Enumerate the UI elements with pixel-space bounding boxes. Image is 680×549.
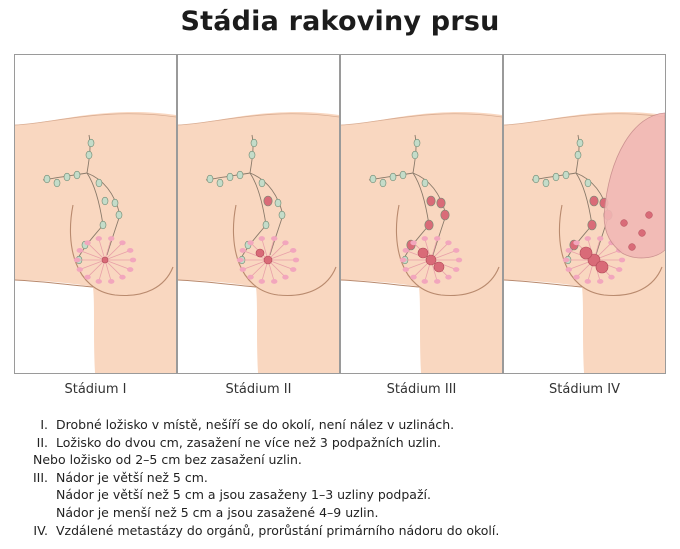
lobule — [400, 258, 406, 263]
skin-shape — [15, 112, 176, 373]
lobule — [127, 267, 133, 272]
lymph-node — [88, 139, 94, 147]
lobule — [453, 267, 459, 272]
lobule — [96, 236, 102, 241]
legend-text: Ložisko do dvou cm, zasažení ne více než 3 podpažních uzlin. — [56, 434, 442, 450]
lobule — [119, 275, 125, 280]
lymph-node — [259, 179, 265, 187]
lobule — [422, 236, 428, 241]
legend-text: Nádor je větší než 5 cm a jsou zasaženy 1–3 uzliny podpaží. — [56, 487, 431, 503]
lymph-node — [116, 211, 122, 219]
lobule — [573, 240, 579, 245]
stage-panels — [14, 54, 666, 374]
lymph-node — [563, 171, 569, 179]
affected-lymph-node — [588, 220, 596, 230]
legend-number: II. — [36, 434, 48, 450]
lobule — [619, 258, 625, 263]
lymph-node — [44, 175, 50, 183]
legend-item-stage-3-alt-1 — [14, 486, 666, 504]
affected-lymph-node — [264, 196, 272, 206]
lymph-node — [249, 151, 255, 159]
lobule — [84, 240, 90, 245]
lobule — [585, 279, 591, 284]
legend-text: Nádor je menší než 5 cm a jsou zasažené 4–9 uzlin. — [56, 504, 379, 520]
lobule — [84, 275, 90, 280]
stage-4-label: Stádium IV — [549, 382, 620, 397]
lobule — [422, 279, 428, 284]
lymph-node — [575, 151, 581, 159]
stage-1-label: Stádium I — [64, 382, 127, 397]
tumor — [426, 255, 436, 265]
affected-lymph-node — [437, 198, 445, 208]
lobule — [74, 258, 80, 263]
lymph-node — [390, 173, 396, 181]
lymph-node — [380, 179, 386, 187]
lobule — [597, 279, 603, 284]
skin-shape — [178, 112, 339, 373]
lobule — [108, 236, 114, 241]
tumor — [434, 262, 444, 272]
metastasis — [629, 244, 636, 251]
lobule — [456, 258, 462, 263]
lobule — [403, 267, 409, 272]
lobule — [259, 279, 265, 284]
tumor — [418, 248, 428, 258]
lymph-node — [54, 179, 60, 187]
lobule — [290, 248, 296, 253]
lobule — [96, 279, 102, 284]
skin-shape — [341, 112, 502, 373]
lobule — [410, 275, 416, 280]
lymph-node — [217, 179, 223, 187]
lobule — [445, 275, 451, 280]
lymph-node — [102, 197, 108, 205]
lobule — [271, 279, 277, 284]
legend-number: IV. — [33, 522, 48, 538]
lobule — [410, 240, 416, 245]
metastasis — [639, 230, 646, 237]
lobule — [127, 248, 133, 253]
lobule — [566, 248, 572, 253]
legend-text: Vzdálené metastázy do orgánů, prorůstání primárního nádoru do okolí. — [56, 522, 500, 538]
legend-number: I. — [40, 417, 48, 432]
lymph-node — [86, 151, 92, 159]
lobule — [585, 236, 591, 241]
lobule — [282, 240, 288, 245]
stage-2-panel — [177, 54, 340, 374]
breast-illustration — [341, 55, 502, 373]
lobule — [403, 248, 409, 253]
lymph-node — [251, 139, 257, 147]
legend-item-stage-2 — [14, 434, 666, 452]
lobule — [566, 267, 572, 272]
breast-illustration — [178, 55, 339, 373]
lymph-node — [263, 221, 269, 229]
lobule — [237, 258, 243, 263]
lobule — [130, 258, 136, 263]
lobule — [119, 240, 125, 245]
legend-text: Drobné ložisko v místě, nešíří se do okolí, není nález v uzlinách. — [56, 417, 455, 432]
lymph-node — [227, 173, 233, 181]
lobule — [453, 248, 459, 253]
stage-3-panel — [340, 54, 503, 374]
lobule — [616, 267, 622, 272]
legend-item-stage-2-alt — [14, 451, 666, 469]
lobule — [434, 279, 440, 284]
lobule — [563, 258, 569, 263]
metastasis — [646, 212, 653, 219]
lymph-node — [533, 175, 539, 183]
tumor — [256, 249, 264, 257]
legend-item-stage-3 — [14, 469, 666, 487]
lymph-node — [422, 179, 428, 187]
lymph-node — [279, 211, 285, 219]
lymph-node — [553, 173, 559, 181]
page-title: Stádia rakoviny prsu — [180, 6, 500, 37]
lymph-node — [543, 179, 549, 187]
legend-item-stage-4 — [14, 522, 666, 540]
lobule — [434, 236, 440, 241]
lymph-node — [64, 173, 70, 181]
lobule — [608, 275, 614, 280]
lymph-node — [96, 179, 102, 187]
lobule — [573, 275, 579, 280]
lymph-node — [400, 171, 406, 179]
lymph-node — [585, 179, 591, 187]
legend-text: Nebo ložisko od 2–5 cm bez zasažení uzlin. — [33, 452, 302, 468]
lymph-node — [577, 139, 583, 147]
lobule — [247, 240, 253, 245]
legend-number: III. — [32, 469, 48, 485]
stage-1-panel — [14, 54, 177, 374]
tumor — [580, 247, 592, 259]
metastasis — [621, 220, 628, 227]
lobule — [445, 240, 451, 245]
stage-3-label: Stádium III — [386, 382, 457, 397]
tumor — [596, 261, 608, 273]
lymph-node — [275, 199, 281, 207]
affected-lymph-node — [590, 196, 598, 206]
lobule — [290, 267, 296, 272]
lobule — [247, 275, 253, 280]
lymph-node — [237, 171, 243, 179]
lymph-node — [370, 175, 376, 183]
lobule — [77, 267, 83, 272]
lobule — [259, 236, 265, 241]
lobule — [271, 236, 277, 241]
stage-legend — [14, 416, 666, 539]
legend-text: Nádor je větší než 5 cm. — [56, 469, 208, 485]
affected-lymph-node — [427, 196, 435, 206]
breast-illustration — [15, 55, 176, 373]
lobule — [597, 236, 603, 241]
lobule — [77, 248, 83, 253]
lymph-node — [74, 171, 80, 179]
lobule — [293, 258, 299, 263]
affected-lymph-node — [441, 210, 449, 220]
lymph-node — [414, 139, 420, 147]
legend-item-stage-1 — [14, 416, 666, 434]
lobule — [108, 279, 114, 284]
tumor — [102, 257, 108, 263]
affected-lymph-node — [425, 220, 433, 230]
lobule — [282, 275, 288, 280]
stage-2-label: Stádium II — [225, 382, 292, 397]
stage-4-panel — [503, 54, 666, 374]
lymph-node — [207, 175, 213, 183]
legend-item-stage-3-alt-2 — [14, 504, 666, 522]
lymph-node — [412, 151, 418, 159]
lymph-node — [112, 199, 118, 207]
breast-illustration — [504, 55, 665, 373]
lobule — [240, 248, 246, 253]
tumor — [264, 256, 272, 264]
lobule — [240, 267, 246, 272]
lymph-node — [100, 221, 106, 229]
